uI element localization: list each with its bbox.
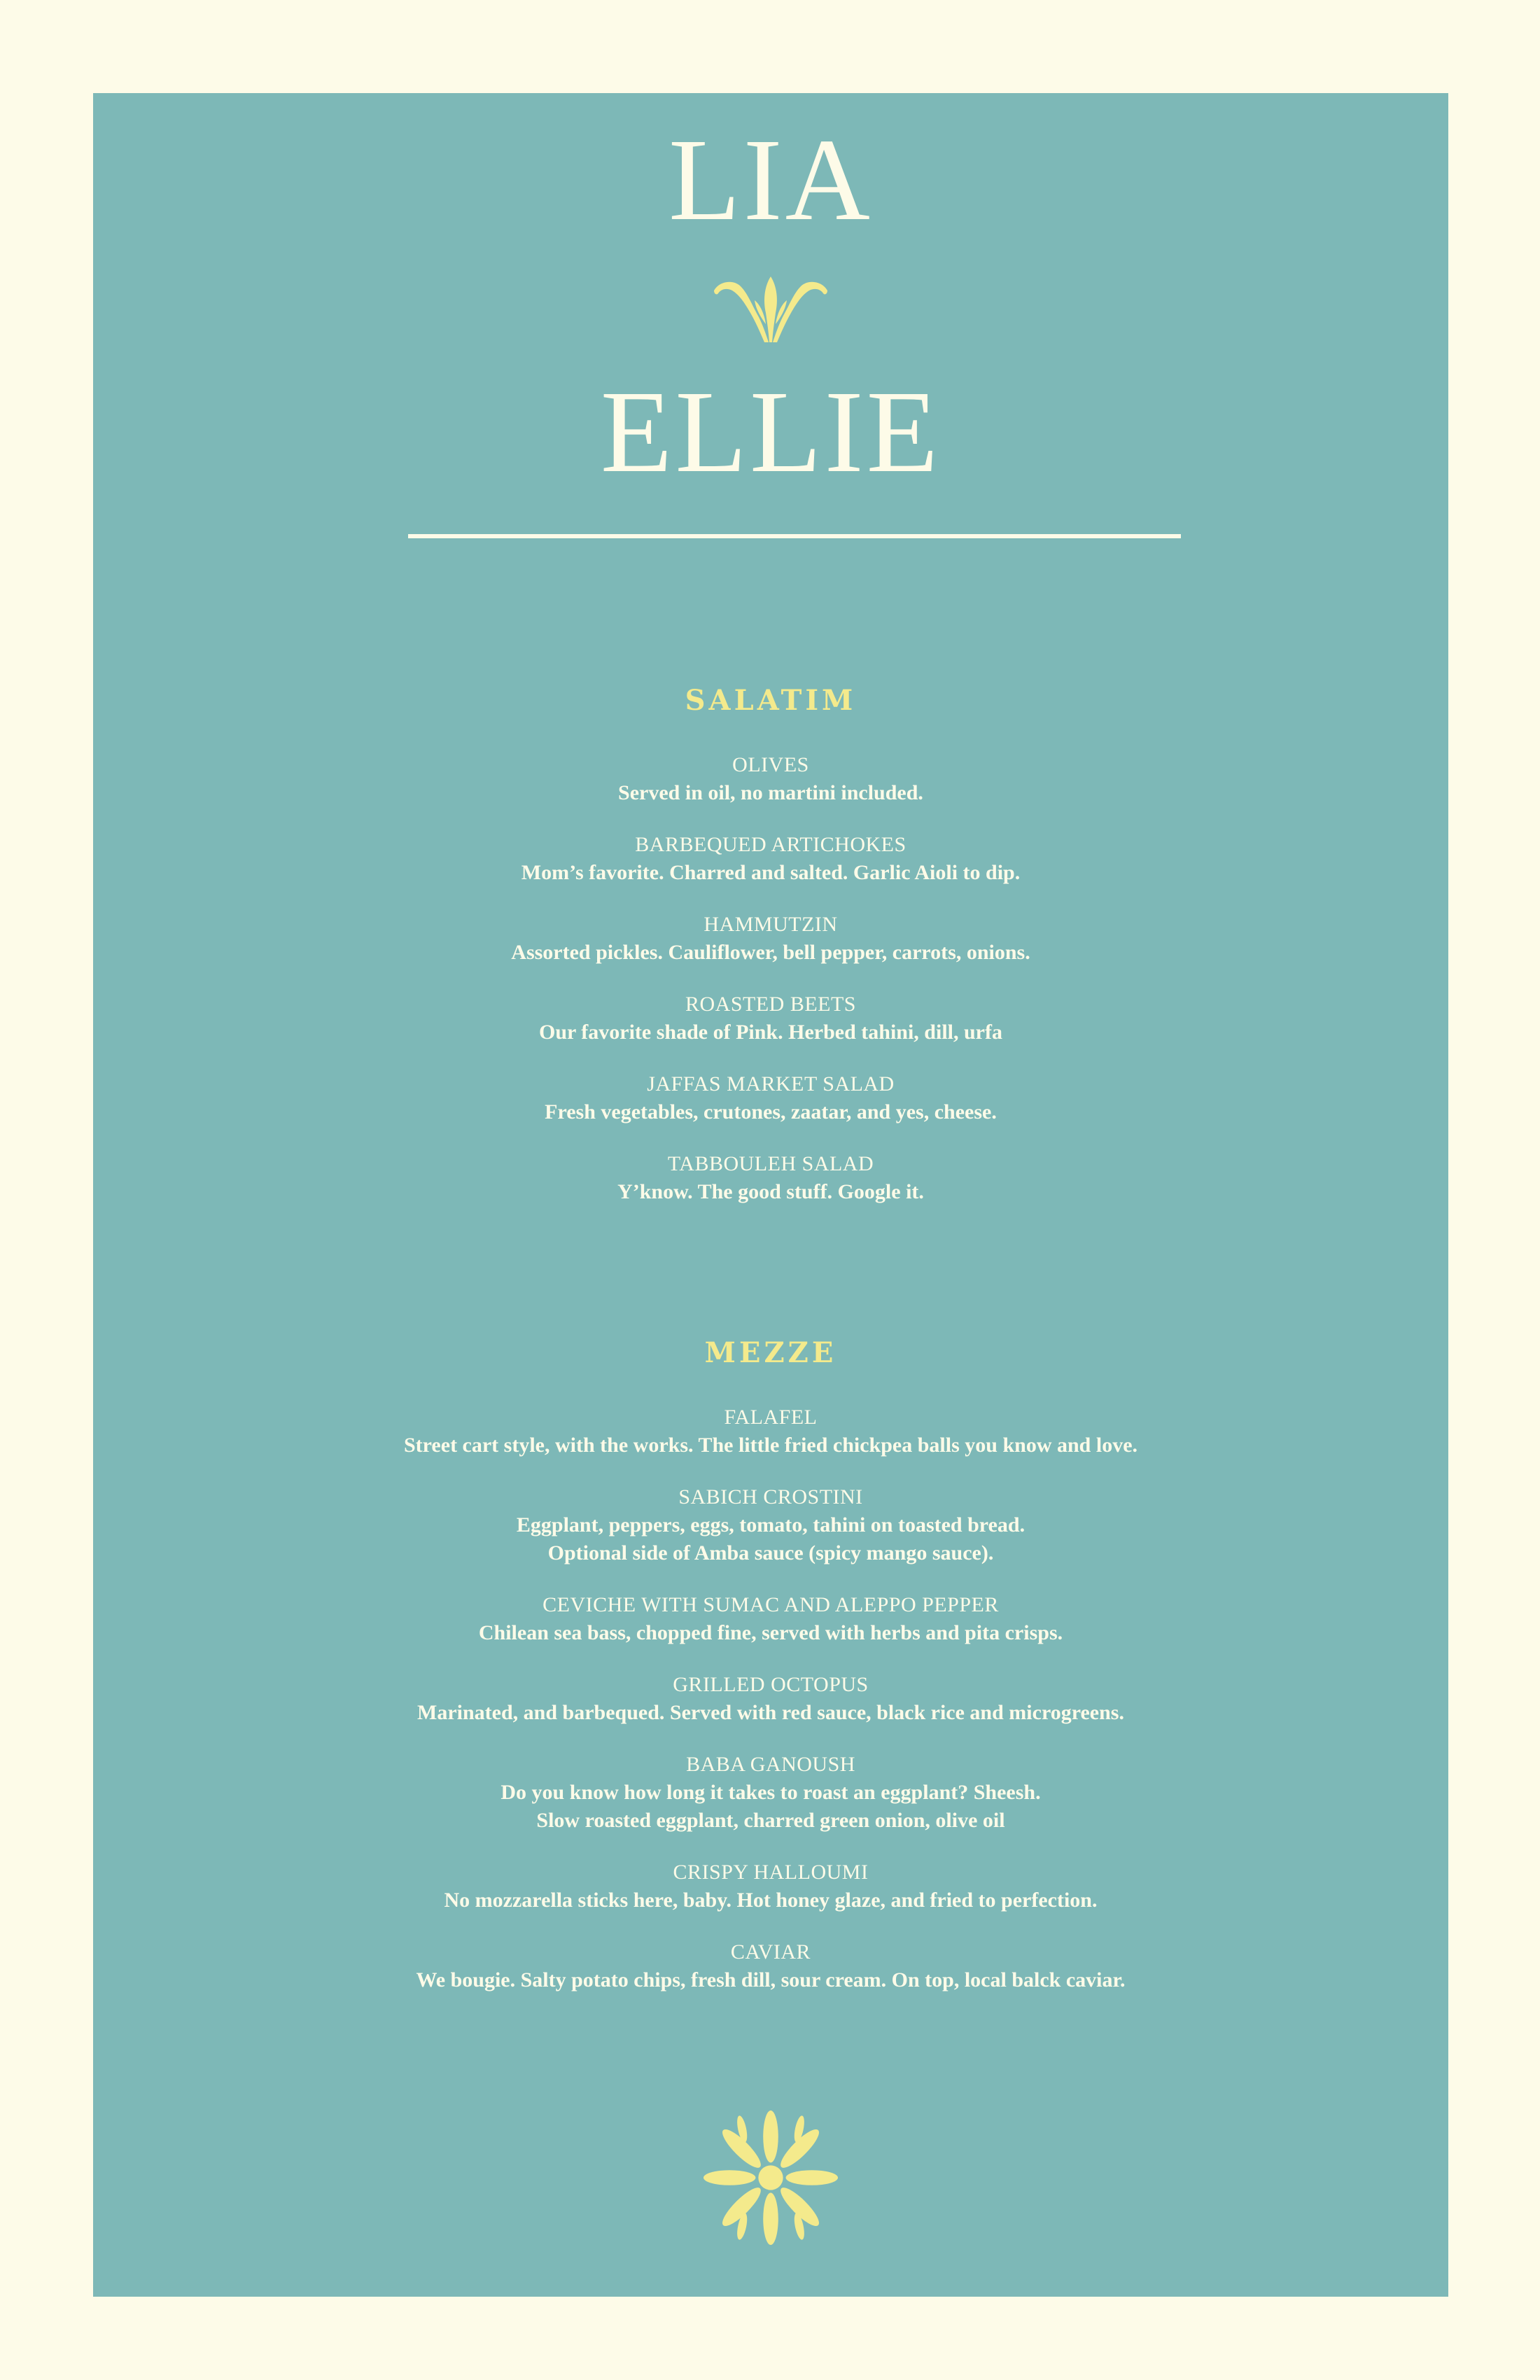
item-name: CAVIAR [730,1940,811,1963]
menu-item [93,1938,1448,1994]
salatim-items [93,751,1448,1230]
item-name: HAMMUTZIN [704,913,838,936]
item-name: ROASTED BEETS [685,993,856,1016]
item-desc: Mom’s favorite. Charred and salted. Garlic Aioli to dip. [521,861,1021,884]
item-name: FALAFEL [724,1406,818,1429]
section-heading-mezze: MEZZE [704,1336,837,1369]
section-heading-salatim: SALATIM [685,684,857,717]
menu-item [93,990,1448,1046]
item-name: CRISPY HALLOUMI [673,1861,869,1884]
menu-item [93,911,1448,967]
item-name: JAFFAS MARKET SALAD [647,1072,895,1096]
item-desc: Y’know. The good stuff. Google it. [617,1180,924,1203]
item-desc: Our favorite shade of Pink. Herbed tahini, dill, urfa [539,1021,1002,1044]
menu-item [93,1671,1448,1727]
menu-item [93,1858,1448,1914]
menu-item [93,751,1448,807]
mezze-items [93,1404,1448,2018]
item-name: SABICH CROSTINI [678,1485,863,1508]
menu-item [93,1070,1448,1126]
item-desc: Chilean sea bass, chopped fine, served with herbs and pita crisps. [478,1621,1063,1644]
item-desc: We bougie. Salty potato chips, fresh dill, sour cream. On top, local balck caviar. [416,1968,1126,1991]
item-desc: Do you know how long it takes to roast an eggplant? Sheesh. [500,1781,1041,1804]
item-name: OLIVES [732,753,809,776]
item-desc: Served in oil, no martini included. [618,781,923,804]
item-desc: Street cart style, with the works. The little fried chickpea balls you know and love. [403,1434,1138,1457]
item-desc: Fresh vegetables, crutones, zaatar, and yes, cheese. [545,1100,997,1124]
menu-item [93,1751,1448,1835]
item-desc: Assorted pickles. Cauliflower, bell pepper, carrots, onions. [511,941,1030,964]
item-desc: Optional side of Amba sauce (spicy mango sauce). [547,1541,994,1564]
flower-ornament-icon [702,2109,839,2246]
item-name: BARBEQUED ARTICHOKES [635,833,906,856]
item-name: TABBOULEH SALAD [667,1152,874,1175]
item-desc: No mozzarella sticks here, baby. Hot honey glaze, and fried to perfection. [444,1889,1098,1912]
menu-panel [93,93,1448,2297]
menu-item [93,1404,1448,1460]
menu-item [93,1483,1448,1567]
item-name: GRILLED OCTOPUS [673,1673,869,1696]
item-name: CEVICHE WITH SUMAC AND ALEPPO PEPPER [542,1593,999,1616]
menu-item [93,1591,1448,1647]
menu-item [93,831,1448,887]
menu-item [93,1150,1448,1206]
item-desc: Slow roasted eggplant, charred green onion, olive oil [536,1809,1005,1832]
item-name: BABA GANOUSH [686,1753,855,1776]
title-top: LIA [668,115,873,245]
fleur-flourish-icon [713,276,829,344]
title-divider [408,534,1181,538]
title-bottom: ELLIE [600,367,941,497]
item-desc: Marinated, and barbequed. Served with red sauce, black rice and microgreens. [417,1701,1124,1724]
item-desc: Eggplant, peppers, eggs, tomato, tahini on toasted bread. [516,1513,1026,1536]
